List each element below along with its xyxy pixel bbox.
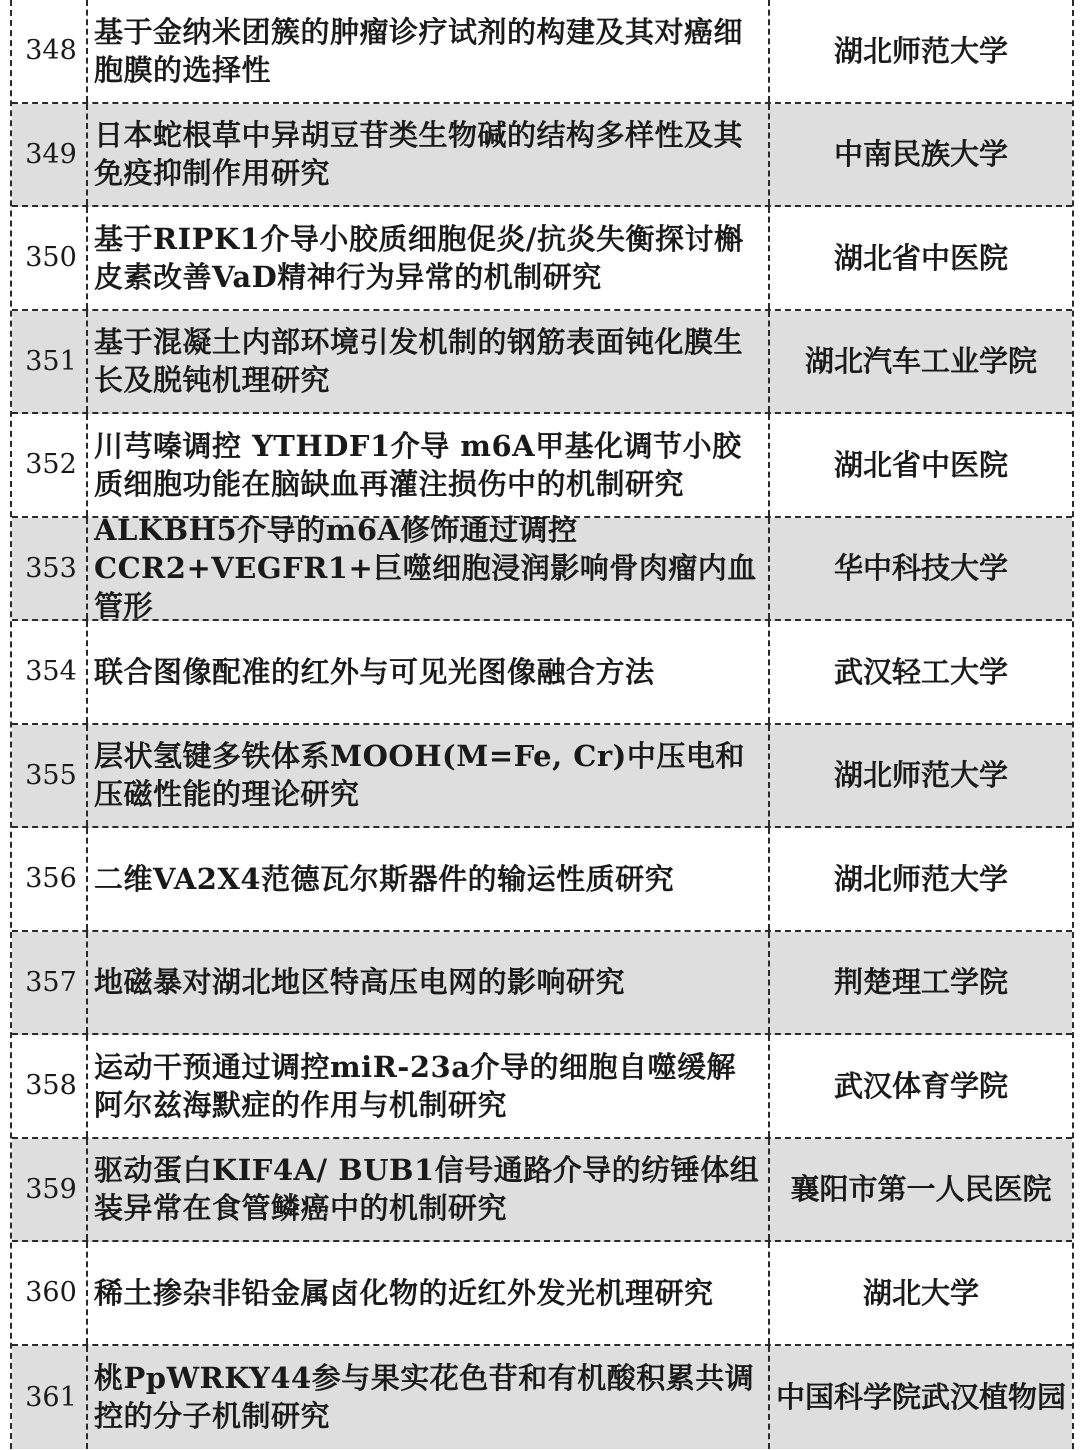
table-row — [12, 513, 1072, 624]
table-row — [12, 311, 1072, 415]
table-row — [12, 621, 1072, 725]
project-title: 日本蛇根草中异胡豆苷类生物碱的结构多样性及其免疫抑制作用研究 — [88, 104, 770, 206]
institution: 湖北师范大学 — [833, 33, 1008, 68]
row-number: 358 — [12, 1035, 88, 1137]
institution: 湖北省中医院 — [833, 447, 1008, 482]
project-title: 基于混凝土内部环境引发机制的钢筋表面钝化膜生长及脱钝机理研究 — [88, 311, 770, 413]
table-row — [12, 725, 1072, 829]
row-number: 349 — [12, 104, 88, 206]
row-number: 355 — [12, 725, 88, 827]
institution: 襄阳市第一人民医院 — [790, 1172, 1052, 1207]
institution: 华中科技大学 — [833, 551, 1008, 586]
row-number: 357 — [12, 932, 88, 1034]
institution: 湖北汽车工业学院 — [804, 344, 1037, 379]
project-title: 桃PpWRKY44参与果实花色苷和有机酸积累共调控的分子机制研究 — [88, 1346, 770, 1450]
institution: 湖北大学 — [862, 1275, 979, 1310]
project-title: 稀土掺杂非铅金属卤化物的近红外发光机理研究 — [88, 1242, 770, 1344]
row-number: 348 — [12, 0, 88, 102]
project-title: 二维VA2X4范德瓦尔斯器件的输运性质研究 — [88, 828, 770, 930]
table-row — [12, 207, 1072, 311]
project-title: 联合图像配准的红外与可见光图像融合方法 — [88, 621, 770, 723]
table-row — [12, 828, 1072, 932]
project-title: 川芎嗪调控 YTHDF1介导 m6A甲基化调节小胶质细胞功能在脑缺血再灌注损伤中的机制研究 — [88, 414, 770, 516]
row-number: 351 — [12, 311, 88, 413]
institution: 中南民族大学 — [833, 137, 1008, 172]
project-title: 运动干预通过调控miR-23a介导的细胞自噬缓解阿尔兹海默症的作用与机制研究 — [88, 1035, 770, 1137]
table-row — [12, 932, 1072, 1036]
institution: 荆楚理工学院 — [833, 965, 1008, 1000]
project-title: 地磁暴对湖北地区特高压电网的影响研究 — [88, 932, 770, 1034]
table-row — [12, 414, 1072, 518]
table-row — [12, 1035, 1072, 1139]
row-number: 352 — [12, 414, 88, 516]
row-number: 354 — [12, 621, 88, 723]
table-row — [12, 1242, 1072, 1346]
row-number: 350 — [12, 207, 88, 309]
project-title: 基于金纳米团簇的肿瘤诊疗试剂的构建及其对癌细胞膜的选择性 — [88, 0, 770, 102]
project-title: ALKBH5介导的m6A修饰通过调控CCR2+VEGFR1+巨噬细胞浸润影响骨肉瘤内血管形 — [88, 518, 770, 620]
table-row — [12, 104, 1072, 208]
project-title: 驱动蛋白KIF4A/ BUB1信号通路介导的纺锤体组装异常在食管鳞癌中的机制研究 — [88, 1139, 770, 1241]
project-title: 层状氢键多铁体系MOOH(M=Fe, Cr)中压电和压磁性能的理论研究 — [88, 725, 770, 827]
table-row — [12, 1346, 1072, 1450]
row-number: 359 — [12, 1139, 88, 1241]
row-number: 361 — [12, 1346, 88, 1450]
institution: 湖北省中医院 — [833, 240, 1008, 275]
institution: 湖北师范大学 — [833, 758, 1008, 793]
row-number: 353 — [12, 518, 88, 620]
table-row — [12, 0, 1072, 104]
row-number: 356 — [12, 828, 88, 930]
institution: 湖北师范大学 — [833, 861, 1008, 896]
institution: 武汉轻工大学 — [833, 654, 1008, 689]
institution: 中国科学院武汉植物园 — [776, 1380, 1067, 1415]
project-title: 基于RIPK1介导小胶质细胞促炎/抗炎失衡探讨槲皮素改善VaD精神行为异常的机制研究 — [88, 207, 770, 309]
table-row — [12, 1139, 1072, 1243]
institution: 武汉体育学院 — [833, 1068, 1008, 1103]
project-table — [10, 0, 1074, 1449]
row-number: 360 — [12, 1242, 88, 1344]
